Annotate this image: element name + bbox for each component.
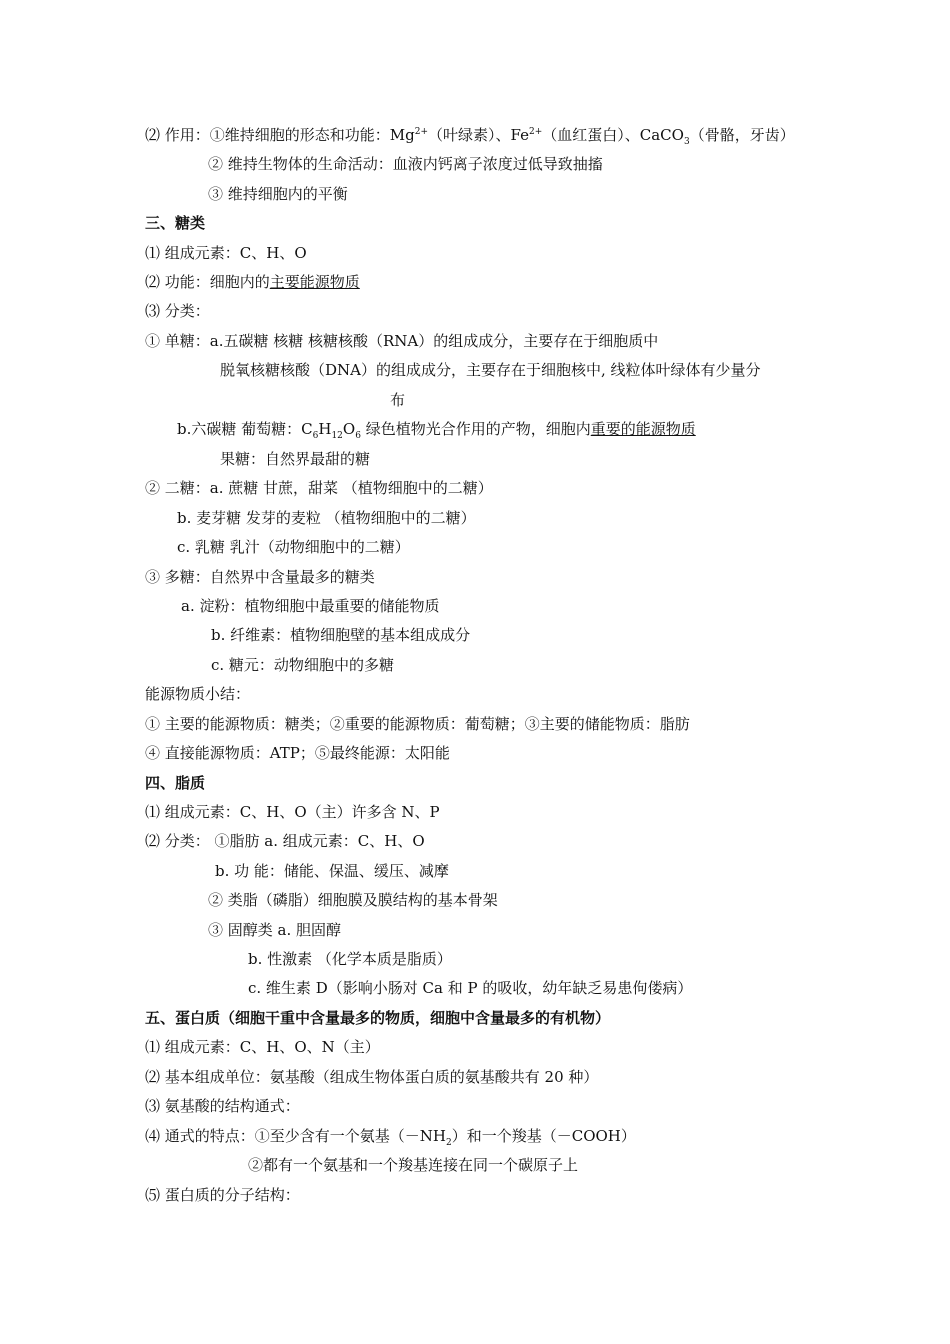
text-line: ③ 维持细胞内的平衡 [208, 185, 348, 203]
text-line: b. 纤维素：植物细胞壁的基本组成成分 [211, 626, 471, 644]
underlined-term: 主要能源物质 [269, 273, 360, 291]
text-line: 能源物质小结： [145, 685, 251, 703]
text-line: ⑴ 组成元素：C、H、O、N（主） [145, 1038, 380, 1056]
section-heading-proteins: 五、蛋白质（细胞干重中含量最多的物质，细胞中含量最多的有机物） [145, 1009, 611, 1027]
calcium-function-line: ⑵ 作用：①维持细胞的形态和功能：$Mg^{2+}$（叶绿素）、$Fe^{2+}$（血红蛋白）、CaCO$_3$（骨骼，牙齿） [145, 126, 795, 147]
text-line: a. 淀粉：植物细胞中最重要的储能物质 [181, 597, 440, 615]
text-line: 脱氧核糖核酸（DNA）的组成成分，主要存在于细胞核中, 线粒体叶绿体有少量分 [220, 361, 761, 379]
text-line: 布 [390, 391, 406, 409]
text-line: ⑵ 功能：细胞内的主要能源物质 [145, 273, 360, 291]
text-line: ⑵ 分类： ①脂肪 a. 组成元素：C、H、O [145, 832, 425, 850]
text-line: ① 主要的能源物质：糖类；②重要的能源物质：葡萄糖；③主要的储能物质：脂肪 [145, 715, 690, 733]
text-line: c. 乳糖 乳汁（动物细胞中的二糖） [177, 538, 410, 556]
text-line: b. 性激素 （化学本质是脂质） [248, 950, 452, 968]
glucose-line: b.六碳糖 葡萄糖：$C_6H_{12}O_6$ 绿色植物光合作用的产物，细胞内重要的能源物质 [177, 420, 696, 441]
text-line: ② 类脂（磷脂）细胞膜及膜结构的基本骨架 [208, 891, 498, 909]
text-line: ② 二糖：a. 蔗糖 甘蔗，甜菜 （植物细胞中的二糖） [145, 479, 493, 497]
text-line: c. 糖元：动物细胞中的多糖 [211, 656, 394, 674]
text-line: ③ 固醇类 a. 胆固醇 [208, 921, 342, 939]
amino-acid-features-line: ⑷ 通式的特点：①至少含有一个氨基$(-NH_2)$和一个羧基（－COOH） [145, 1127, 636, 1148]
text-line: ⑴ 组成元素：C、H、O [145, 244, 307, 262]
text-line: ⑸ 蛋白质的分子结构： [145, 1186, 300, 1204]
text-line: ⑶ 氨基酸的结构通式： [145, 1097, 300, 1115]
text-line: ② 维持生物体的生命活动：血液内钙离子浓度过低导致抽搐 [208, 155, 603, 173]
underlined-term: 重要的能源物质 [590, 420, 696, 438]
text-line: ⑵ 基本组成单位：氨基酸（组成生物体蛋白质的氨基酸共有 20 种） [145, 1068, 599, 1086]
text-line: ① 单糖：a.五碳糖 核糖 核糖核酸（RNA）的组成成分，主要存在于细胞质中 [145, 332, 659, 350]
text-line: ⑶ 分类： [145, 302, 210, 320]
text-line: ③ 多糖：自然界中含量最多的糖类 [145, 568, 375, 586]
text-line: c. 维生素 D（影响小肠对 Ca 和 P 的吸收，幼年缺乏易患佝偻病） [248, 979, 693, 997]
text-line: b. 功 能：储能、保温、缓压、减摩 [215, 862, 449, 880]
section-heading-lipids: 四、脂质 [145, 774, 206, 792]
text-line: ④ 直接能源物质：ATP；⑤最终能源：太阳能 [145, 744, 450, 762]
text-line: b. 麦芽糖 发芽的麦粒 （植物细胞中的二糖） [177, 509, 476, 527]
section-heading-sugars: 三、糖类 [145, 214, 206, 232]
text-line: ⑴ 组成元素：C、H、O（主）许多含 N、P [145, 803, 440, 821]
text-line: ②都有一个氨基和一个羧基连接在同一个碳原子上 [248, 1156, 579, 1174]
text-line: 果糖：自然界最甜的糖 [220, 450, 371, 468]
